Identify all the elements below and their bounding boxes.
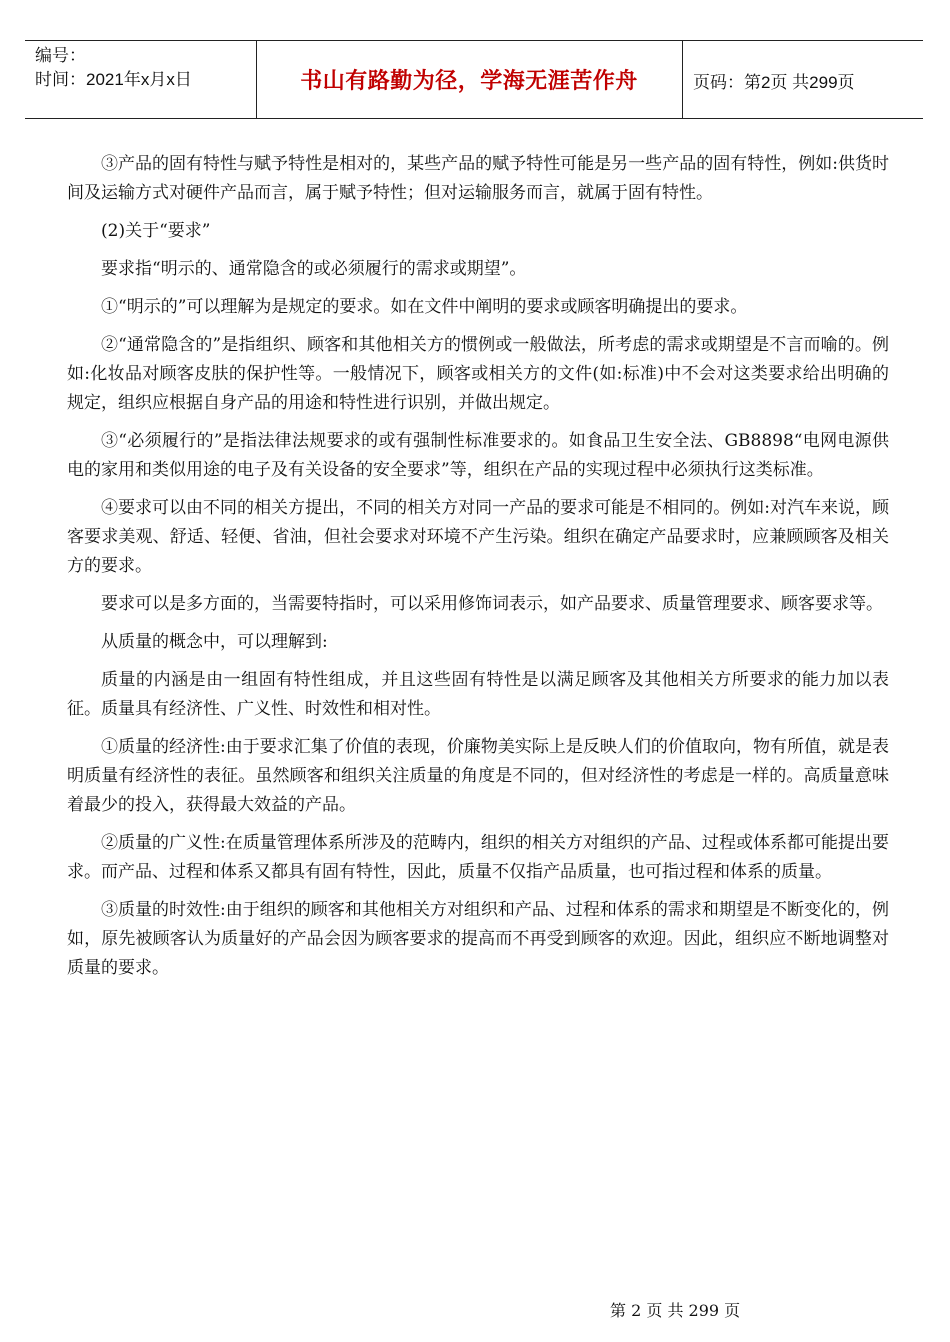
paragraph: ③“必须履行的”是指法律法规要求的或有强制性标准要求的。如食品卫生安全法、GB8898“电网电源供电的家用和类似用途的电子及有关设备的安全要求”等，组织在产品的实现过程中必须执行这类标准。	[67, 431, 889, 480]
document-number-label: 编号：	[35, 46, 86, 65]
paragraph: 质量的内涵是由一组固有特性组成，并且这些固有特性是以满足顾客及其他相关方所要求的能力加以表征。质量具有经济性、广义性、时效性和相对性。	[67, 670, 889, 719]
paragraph: 要求指“明示的、通常隐含的或必须履行的需求或期望”。	[101, 259, 527, 279]
document-body	[67, 150, 889, 992]
paragraph: ②“通常隐含的”是指组织、顾客和其他相关方的惯例或一般做法，所考虑的需求或期望是不言而喻的。例如:化妆品对顾客皮肤的保护性等。一般情况下，顾客或相关方的文件(如:标准)中不会对这类要求给出明确的规定，组织应根据自身产品的用途和特性进行识别，并做出规定。	[67, 335, 889, 413]
page-header	[25, 40, 923, 120]
paragraph: ①“明示的”可以理解为是规定的要求。如在文件中阐明的要求或顾客明确提出的要求。	[101, 297, 748, 317]
header-motto: 书山有路勤为径，学海无涯苦作舟	[300, 69, 638, 94]
document-time-label: 时间：2021年x月x日	[35, 70, 192, 89]
header-meta	[35, 44, 192, 92]
section-heading: (2)关于“要求”	[101, 221, 211, 241]
paragraph: 从质量的概念中，可以理解到:	[101, 632, 328, 652]
paragraph: ④要求可以由不同的相关方提出，不同的相关方对同一产品的要求可能是不相同的。例如:对汽车来说，顾客要求美观、舒适、轻便、省油，但社会要求对环境不产生污染。组织在确定产品要求时，应兼顾顾客及相关方的要求。	[67, 498, 889, 576]
paragraph: ②质量的广义性:在质量管理体系所涉及的范畴内，组织的相关方对组织的产品、过程或体系都可能提出要求。而产品、过程和体系又都具有固有特性，因此，质量不仅指产品质量，也可指过程和体系的质量。	[67, 833, 889, 882]
paragraph: ①质量的经济性:由于要求汇集了价值的表现，价廉物美实际上是反映人们的价值取向，物有所值，就是表明质量有经济性的表征。虽然顾客和组织关注质量的角度是不同的，但对经济性的考虑是一样的。高质量意味着最少的投入，获得最大效益的产品。	[67, 737, 889, 815]
paragraph: ③产品的固有特性与赋予特性是相对的，某些产品的赋予特性可能是另一些产品的固有特性，例如:供货时间及运输方式对硬件产品而言，属于赋予特性；但对运输服务而言，就属于固有特性。	[67, 154, 889, 203]
page-footer: 第 2 页 共 299 页	[610, 1301, 741, 1320]
header-divider	[682, 40, 683, 119]
paragraph: ③质量的时效性:由于组织的顾客和其他相关方对组织和产品、过程和体系的需求和期望是不断变化的，例如，原先被顾客认为质量好的产品会因为顾客要求的提高而不再受到顾客的欢迎。因此，组织应不断地调整对质量的要求。	[67, 900, 889, 978]
header-page-label: 页码：第2页 共299页	[693, 73, 855, 92]
paragraph: 要求可以是多方面的，当需要特指时，可以采用修饰词表示，如产品要求、质量管理要求、顾客要求等。	[101, 594, 883, 614]
